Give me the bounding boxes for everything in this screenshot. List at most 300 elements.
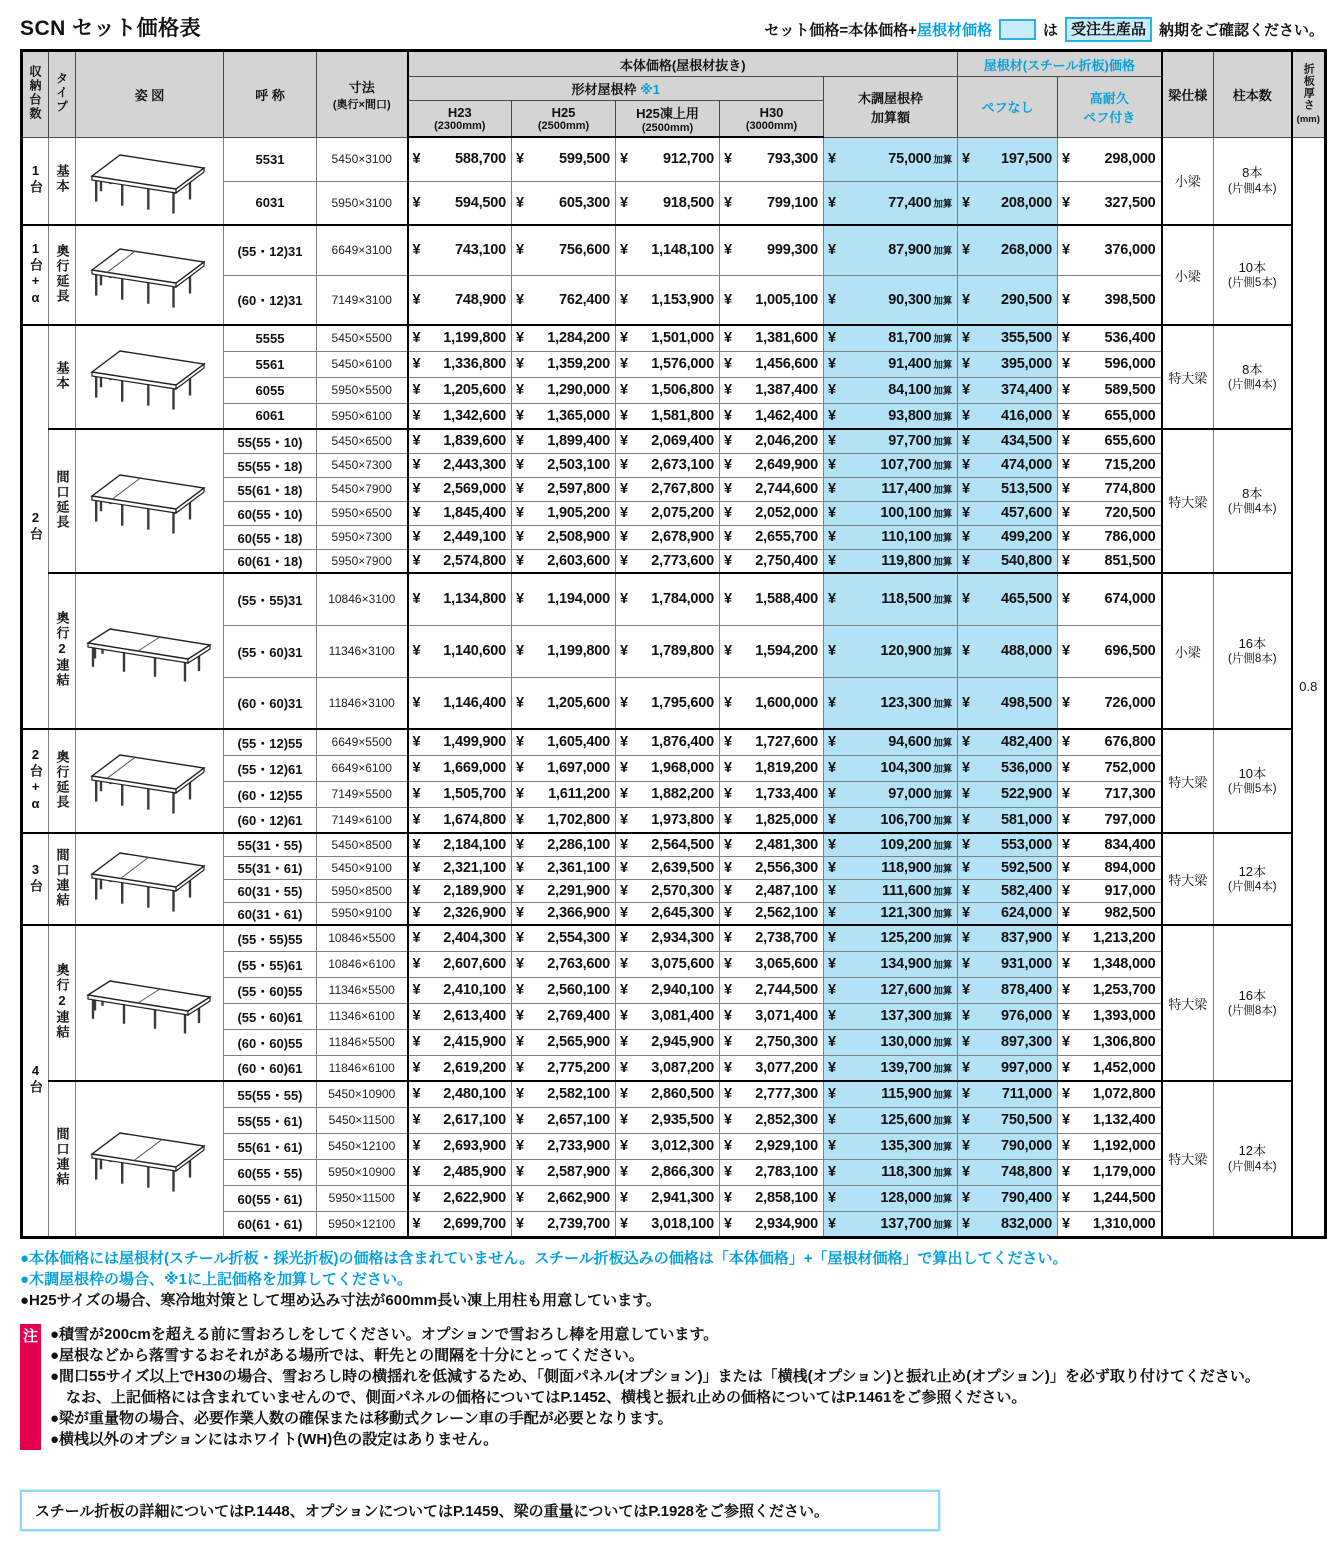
page-title: SCN セット価格表 <box>20 17 202 40</box>
yen-sign: ¥ <box>412 407 421 424</box>
price-h30: ¥ 2,777,300 <box>720 1081 824 1107</box>
yen-sign: ¥ <box>828 591 836 608</box>
type-label: 奥行延長 <box>49 729 76 833</box>
price-h25凍上用: ¥ 1,968,000 <box>616 755 720 781</box>
yen-sign: ¥ <box>516 552 524 569</box>
price-h23: ¥ 1,134,800 <box>408 573 512 625</box>
yen-sign: ¥ <box>828 882 836 899</box>
price-h25: ¥ 2,366,900 <box>512 902 616 925</box>
price-h25凍上用: ¥ 1,581,800 <box>616 403 720 429</box>
price-h30: ¥ 2,934,900 <box>720 1211 824 1237</box>
yen-sign: ¥ <box>620 242 628 259</box>
yen-sign: ¥ <box>724 1164 732 1180</box>
wood-frame-addition: ¥ 97,700 加算 <box>824 429 958 453</box>
col-header-frame <box>408 77 824 101</box>
wood-frame-addition: ¥ 111,600 加算 <box>824 879 958 902</box>
price-h30: ¥ 2,052,000 <box>720 501 824 525</box>
pef-high-price: ¥ 715,200 <box>1058 453 1162 477</box>
yen-sign: ¥ <box>1062 905 1070 922</box>
caution-lines <box>41 1324 1260 1450</box>
yen-sign: ¥ <box>412 457 421 473</box>
price-h25: ¥ 1,899,400 <box>512 429 616 453</box>
wood-frame-addition: ¥ 135,300 加算 <box>824 1133 958 1159</box>
kasan-suffix: 加算 <box>933 485 953 496</box>
yen-sign: ¥ <box>516 151 524 168</box>
yen-sign: ¥ <box>412 151 421 168</box>
yen-sign: ¥ <box>828 734 836 751</box>
pef-high-price: ¥ 786,000 <box>1058 525 1162 549</box>
price-h25: ¥ 1,702,800 <box>512 807 616 833</box>
pef-none-price: ¥ 416,000 <box>958 403 1058 429</box>
pef-high-price: ¥ 536,400 <box>1058 325 1162 351</box>
pef-high-price: ¥ 327,500 <box>1058 181 1162 225</box>
price-h25凍上用: ¥ 1,506,800 <box>616 377 720 403</box>
notes-list <box>20 1248 1324 1311</box>
wood-frame-addition: ¥ 118,900 加算 <box>824 856 958 879</box>
wood-frame-addition: ¥ 75,000 加算 <box>824 137 958 181</box>
pef-none-price: ¥ 790,000 <box>958 1133 1058 1159</box>
yen-sign: ¥ <box>620 194 628 211</box>
caution-block <box>20 1324 1324 1450</box>
price-h30: ¥ 3,065,600 <box>720 951 824 977</box>
posts-count: 8本 (片側4本) <box>1214 429 1292 573</box>
yen-sign: ¥ <box>962 505 970 521</box>
kasan-suffix: 加算 <box>933 1168 953 1179</box>
figure-wide <box>76 325 224 429</box>
price-h25: ¥ 2,733,900 <box>512 1133 616 1159</box>
price-h25: ¥ 1,905,200 <box>512 501 616 525</box>
yen-sign: ¥ <box>516 330 524 347</box>
size-value: 5450×10900 <box>317 1081 408 1107</box>
yen-sign: ¥ <box>412 1034 421 1050</box>
yen-sign: ¥ <box>516 242 524 259</box>
yen-sign: ¥ <box>516 407 524 424</box>
yen-sign: ¥ <box>620 930 628 947</box>
price-h25: ¥ 1,605,400 <box>512 729 616 755</box>
size-value: 7149×3100 <box>317 275 408 325</box>
size-value: 7149×6100 <box>317 807 408 833</box>
yen-sign: ¥ <box>962 194 970 211</box>
model-name: 60(31・61) <box>224 902 317 925</box>
yen-sign: ¥ <box>412 529 421 545</box>
yen-sign: ¥ <box>516 382 524 398</box>
model-name: 60(55・55) <box>224 1159 317 1185</box>
yen-sign: ¥ <box>724 481 732 497</box>
price-h25凍上用: ¥ 1,501,000 <box>616 325 720 351</box>
price-h30: ¥ 2,783,100 <box>720 1159 824 1185</box>
legend-particle: は <box>1042 22 1058 39</box>
yen-sign: ¥ <box>1062 1138 1070 1154</box>
yen-sign: ¥ <box>724 1008 732 1024</box>
price-h23: ¥ 1,839,600 <box>408 429 512 453</box>
yen-sign: ¥ <box>828 1138 836 1154</box>
price-h25: ¥ 1,290,000 <box>512 377 616 403</box>
col-header-figure: 姿 図 <box>76 51 224 138</box>
yen-sign: ¥ <box>724 760 732 776</box>
pef-high-price: ¥ 655,600 <box>1058 429 1162 453</box>
kasan-suffix: 加算 <box>933 840 953 852</box>
price-h23: ¥ 2,480,100 <box>408 1081 512 1107</box>
pef-high-price: ¥ 894,000 <box>1058 856 1162 879</box>
price-h25凍上用: ¥ 2,075,200 <box>616 501 720 525</box>
yen-sign: ¥ <box>620 694 628 711</box>
yen-sign: ¥ <box>516 433 524 450</box>
price-h25凍上用: ¥ 1,784,000 <box>616 573 720 625</box>
yen-sign: ¥ <box>1062 591 1070 608</box>
price-h25: ¥ 1,359,200 <box>512 351 616 377</box>
pef-none-price: ¥ 498,500 <box>958 677 1058 729</box>
pef-high-price: ¥ 398,500 <box>1058 275 1162 325</box>
yen-sign: ¥ <box>620 982 628 998</box>
pef-none-price: ¥ 750,500 <box>958 1107 1058 1133</box>
size-value: 10846×6100 <box>317 951 408 977</box>
kasan-suffix: 加算 <box>933 461 953 472</box>
pef-none-price: ¥ 897,300 <box>958 1029 1058 1055</box>
pef-none-price: ¥ 197,500 <box>958 137 1058 181</box>
kasan-suffix: 加算 <box>933 1063 953 1075</box>
model-name: (55・55)61 <box>224 951 317 977</box>
kasan-suffix: 加算 <box>933 934 953 946</box>
kasan-suffix: 加算 <box>933 334 953 346</box>
yen-sign: ¥ <box>1062 811 1070 828</box>
yen-sign: ¥ <box>412 956 421 972</box>
yen-sign: ¥ <box>962 242 970 259</box>
size-header-line2: (奥行×間口) <box>332 98 391 111</box>
yen-sign: ¥ <box>516 1138 524 1154</box>
pef-high-price: ¥ 1,393,000 <box>1058 1003 1162 1029</box>
yen-sign: ¥ <box>1062 859 1070 876</box>
type-label: 基本 <box>49 137 76 225</box>
type-label: 間口連結 <box>49 833 76 925</box>
model-name: 5531 <box>224 137 317 181</box>
pef-high-price: ¥ 717,300 <box>1058 781 1162 807</box>
yen-sign: ¥ <box>962 882 970 899</box>
pef-none-price: ¥ 976,000 <box>958 1003 1058 1029</box>
yen-sign: ¥ <box>724 291 732 308</box>
yen-sign: ¥ <box>962 481 970 497</box>
model-name: (60・12)31 <box>224 275 317 325</box>
size-value: 5950×9100 <box>317 902 408 925</box>
model-name: 60(55・61) <box>224 1185 317 1211</box>
beam-spec: 特大梁 <box>1162 325 1214 429</box>
size-value: 5450×11500 <box>317 1107 408 1133</box>
type-label: 間口連結 <box>49 1081 76 1237</box>
posts-count: 16本 (片側8本) <box>1214 573 1292 729</box>
yen-sign: ¥ <box>620 529 628 545</box>
yen-sign: ¥ <box>412 433 421 450</box>
model-name: (60・12)61 <box>224 807 317 833</box>
pef-none-price: ¥ 540,800 <box>958 549 1058 573</box>
wood-frame-addition: ¥ 97,000 加算 <box>824 781 958 807</box>
price-h25: ¥ 599,500 <box>512 137 616 181</box>
yen-sign: ¥ <box>724 1086 732 1103</box>
price-h25: ¥ 2,582,100 <box>512 1081 616 1107</box>
price-h23: ¥ 1,146,400 <box>408 677 512 729</box>
price-h30: ¥ 2,929,100 <box>720 1133 824 1159</box>
price-h25凍上用: ¥ 2,767,800 <box>616 477 720 501</box>
yen-sign: ¥ <box>828 407 836 424</box>
yen-sign: ¥ <box>1062 760 1070 776</box>
price-h30: ¥ 793,300 <box>720 137 824 181</box>
figure-width-join-4 <box>76 1081 224 1237</box>
wood-frame-addition: ¥ 81,700 加算 <box>824 325 958 351</box>
pef-none-price: ¥ 474,000 <box>958 453 1058 477</box>
note-line: ●H25サイズの場合、寒冷地対策として埋め込み寸法が600mm長い凍上用柱も用意しています。 <box>20 1291 661 1309</box>
top-bar <box>20 12 1324 42</box>
wood-frame-addition: ¥ 125,200 加算 <box>824 925 958 951</box>
yen-sign: ¥ <box>962 694 970 711</box>
posts-count: 8本 (片側4本) <box>1214 325 1292 429</box>
yen-sign: ¥ <box>516 1008 524 1024</box>
model-name: 55(55・61) <box>224 1107 317 1133</box>
yen-sign: ¥ <box>412 1086 421 1103</box>
figure-depth-2 <box>76 573 224 729</box>
caution-line-continuation: なお、上記価格には含まれていませんので、側面パネルの価格についてはP.1452、横桟と振れ止めの価格についてはP.1461をご参照ください。 <box>66 1388 1027 1406</box>
model-name: 60(61・61) <box>224 1211 317 1237</box>
pef-high-price: ¥ 1,072,800 <box>1058 1081 1162 1107</box>
price-h30: ¥ 799,100 <box>720 181 824 225</box>
price-h25: ¥ 756,600 <box>512 225 616 275</box>
pef-high-price: ¥ 752,000 <box>1058 755 1162 781</box>
yen-sign: ¥ <box>516 481 524 497</box>
wood-frame-addition: ¥ 91,400 加算 <box>824 351 958 377</box>
yen-sign: ¥ <box>962 905 970 922</box>
yen-sign: ¥ <box>516 356 524 372</box>
yen-sign: ¥ <box>962 643 970 659</box>
yen-sign: ¥ <box>962 1164 970 1180</box>
yen-sign: ¥ <box>412 859 421 876</box>
yen-sign: ¥ <box>516 1112 524 1128</box>
type-label: 基本 <box>49 325 76 429</box>
yen-sign: ¥ <box>1062 1086 1070 1103</box>
price-h23: ¥ 2,326,900 <box>408 902 512 925</box>
table-row <box>22 833 1326 856</box>
pef-none-price: ¥ 465,500 <box>958 573 1058 625</box>
price-h25凍上用: ¥ 2,945,900 <box>616 1029 720 1055</box>
yen-sign: ¥ <box>724 1112 732 1128</box>
yen-sign: ¥ <box>620 552 628 569</box>
price-h25凍上用: ¥ 1,795,600 <box>616 677 720 729</box>
model-name: (55・55)31 <box>224 573 317 625</box>
type-label: 奥行2連結 <box>49 925 76 1081</box>
posts-count: 12本 (片側4本) <box>1214 833 1292 925</box>
col-header-h25: H25 (2500mm) <box>512 101 616 138</box>
price-h25凍上用: ¥ 2,866,300 <box>616 1159 720 1185</box>
price-h30: ¥ 2,750,300 <box>720 1029 824 1055</box>
price-h23: ¥ 2,569,000 <box>408 477 512 501</box>
col-header-body-price: 本体価格(屋根材抜き) <box>408 51 958 77</box>
model-name: (60・12)55 <box>224 781 317 807</box>
price-h25凍上用: ¥ 2,564,500 <box>616 833 720 856</box>
yen-sign: ¥ <box>620 905 628 922</box>
kasan-suffix: 加算 <box>933 1194 953 1205</box>
yen-sign: ¥ <box>1062 382 1070 398</box>
price-h25凍上用: ¥ 2,773,600 <box>616 549 720 573</box>
yen-sign: ¥ <box>620 859 628 876</box>
yen-sign: ¥ <box>962 291 970 308</box>
pef-none-price: ¥ 997,000 <box>958 1055 1058 1081</box>
yen-sign: ¥ <box>412 591 421 608</box>
pef-none-price: ¥ 878,400 <box>958 977 1058 1003</box>
table-row <box>22 925 1326 951</box>
made-to-order-badge: 受注生産品 <box>1065 17 1152 42</box>
yen-sign: ¥ <box>620 956 628 972</box>
pef-high-price: ¥ 589,500 <box>1058 377 1162 403</box>
yen-sign: ¥ <box>962 151 970 167</box>
kasan-suffix: 加算 <box>933 738 953 750</box>
pef-high-price: ¥ 1,348,000 <box>1058 951 1162 977</box>
kasan-suffix: 加算 <box>933 295 953 307</box>
price-h30: ¥ 3,071,400 <box>720 1003 824 1029</box>
price-h23: ¥ 743,100 <box>408 225 512 275</box>
model-name: 55(31・55) <box>224 833 317 856</box>
yen-sign: ¥ <box>962 956 970 972</box>
price-h23: ¥ 1,199,800 <box>408 325 512 351</box>
units-group-label: 2台 <box>22 325 49 729</box>
yen-sign: ¥ <box>1062 481 1070 497</box>
yen-sign: ¥ <box>724 1190 732 1206</box>
pef-high-price: ¥ 1,244,500 <box>1058 1185 1162 1211</box>
price-h25凍上用: ¥ 1,148,100 <box>616 225 720 275</box>
caution-line: ●梁が重量物の場合、必要作業人数の確保または移動式クレーン車の手配が必要となります。 <box>50 1409 673 1427</box>
yen-sign: ¥ <box>620 457 628 473</box>
pef-none-price: ¥ 582,400 <box>958 879 1058 902</box>
size-value: 5950×7900 <box>317 549 408 573</box>
price-h25凍上用: ¥ 1,876,400 <box>616 729 720 755</box>
model-name: 5555 <box>224 325 317 351</box>
pef-high-price: ¥ 726,000 <box>1058 677 1162 729</box>
yen-sign: ¥ <box>412 1164 421 1180</box>
pef-high-price: ¥ 1,253,700 <box>1058 977 1162 1003</box>
yen-sign: ¥ <box>724 151 732 168</box>
yen-sign: ¥ <box>412 905 421 922</box>
price-h23: ¥ 2,617,100 <box>408 1107 512 1133</box>
yen-sign: ¥ <box>620 1215 628 1232</box>
price-h25: ¥ 2,769,400 <box>512 1003 616 1029</box>
pef-none-price: ¥ 536,000 <box>958 755 1058 781</box>
model-name: (60・60)61 <box>224 1055 317 1081</box>
yen-sign: ¥ <box>516 786 524 802</box>
col-header-h30: H30 (3000mm) <box>720 101 824 138</box>
yen-sign: ¥ <box>1062 457 1070 473</box>
yen-sign: ¥ <box>516 694 524 711</box>
pef-none-price: ¥ 499,200 <box>958 525 1058 549</box>
caution-line: ●横桟以外のオプションにはホワイト(WH)色の設定はありません。 <box>50 1430 499 1448</box>
yen-sign: ¥ <box>1062 836 1070 853</box>
model-name: (55・55)55 <box>224 925 317 951</box>
yen-sign: ¥ <box>962 1034 970 1050</box>
model-name: (60・60)31 <box>224 677 317 729</box>
yen-sign: ¥ <box>724 505 732 521</box>
figure-width-ext <box>76 429 224 573</box>
yen-sign: ¥ <box>1062 1008 1070 1024</box>
legend-formula-accent: 屋根材価格 <box>916 22 992 39</box>
yen-sign: ¥ <box>516 1215 524 1232</box>
yen-sign: ¥ <box>1062 356 1070 372</box>
yen-sign: ¥ <box>962 859 970 876</box>
model-name: 60(61・18) <box>224 549 317 573</box>
size-value: 5450×8500 <box>317 833 408 856</box>
yen-sign: ¥ <box>412 291 421 308</box>
table-row <box>22 429 1326 453</box>
pef-none-price: ¥ 268,000 <box>958 225 1058 275</box>
yen-sign: ¥ <box>516 1164 524 1180</box>
yen-sign: ¥ <box>724 694 732 711</box>
yen-sign: ¥ <box>620 407 628 424</box>
pef-none-price: ¥ 457,600 <box>958 501 1058 525</box>
kasan-suffix: 加算 <box>933 556 953 568</box>
figure-width-join-3 <box>76 833 224 925</box>
price-h30: ¥ 2,744,500 <box>720 977 824 1003</box>
pef-high-price: ¥ 1,310,000 <box>1058 1211 1162 1237</box>
price-h23: ¥ 1,674,800 <box>408 807 512 833</box>
yen-sign: ¥ <box>828 956 836 972</box>
yen-sign: ¥ <box>412 930 421 947</box>
caution-label-bar: 注 <box>20 1324 41 1450</box>
wood-frame-addition: ¥ 139,700 加算 <box>824 1055 958 1081</box>
kasan-suffix: 加算 <box>933 411 953 423</box>
pef-high-price: ¥ 1,132,400 <box>1058 1107 1162 1133</box>
yen-sign: ¥ <box>962 330 970 347</box>
kasan-suffix: 加算 <box>933 815 953 827</box>
units-group-label: 2台+α <box>22 729 49 833</box>
pef-none-price: ¥ 832,000 <box>958 1211 1058 1237</box>
yen-sign: ¥ <box>412 882 421 899</box>
yen-sign: ¥ <box>1062 407 1070 424</box>
yen-sign: ¥ <box>1062 330 1070 347</box>
model-name: 55(55・10) <box>224 429 317 453</box>
yen-sign: ¥ <box>828 930 836 947</box>
price-h23: ¥ 2,619,200 <box>408 1055 512 1081</box>
price-h25凍上用: ¥ 2,941,300 <box>616 1185 720 1211</box>
price-h30: ¥ 1,600,000 <box>720 677 824 729</box>
size-value: 11346×5500 <box>317 977 408 1003</box>
yen-sign: ¥ <box>620 382 628 398</box>
size-value: 10846×5500 <box>317 925 408 951</box>
price-h23: ¥ 2,443,300 <box>408 453 512 477</box>
size-value: 5950×6100 <box>317 403 408 429</box>
table-row <box>22 137 1326 181</box>
price-h25: ¥ 2,565,900 <box>512 1029 616 1055</box>
price-h23: ¥ 1,342,600 <box>408 403 512 429</box>
yen-sign: ¥ <box>1062 151 1070 167</box>
price-h23: ¥ 1,669,000 <box>408 755 512 781</box>
yen-sign: ¥ <box>724 930 732 947</box>
yen-sign: ¥ <box>962 356 970 372</box>
yen-sign: ¥ <box>620 1190 628 1206</box>
yen-sign: ¥ <box>962 529 970 545</box>
pef-none-price: ¥ 837,900 <box>958 925 1058 951</box>
price-h25: ¥ 1,205,600 <box>512 677 616 729</box>
yen-sign: ¥ <box>620 734 628 751</box>
yen-sign: ¥ <box>516 591 524 608</box>
price-h25: ¥ 2,597,800 <box>512 477 616 501</box>
price-h23: ¥ 2,693,900 <box>408 1133 512 1159</box>
yen-sign: ¥ <box>962 433 970 450</box>
price-h30: ¥ 3,077,200 <box>720 1055 824 1081</box>
yen-sign: ¥ <box>962 591 970 608</box>
yen-sign: ¥ <box>412 1059 421 1076</box>
yen-sign: ¥ <box>412 552 421 569</box>
yen-sign: ¥ <box>828 643 836 659</box>
pef-none-price: ¥ 374,400 <box>958 377 1058 403</box>
price-h25: ¥ 2,291,900 <box>512 879 616 902</box>
yen-sign: ¥ <box>724 836 732 853</box>
wood-frame-addition: ¥ 118,500 加算 <box>824 573 958 625</box>
yen-sign: ¥ <box>516 643 524 659</box>
model-name: 6061 <box>224 403 317 429</box>
price-h23: ¥ 2,622,900 <box>408 1185 512 1211</box>
